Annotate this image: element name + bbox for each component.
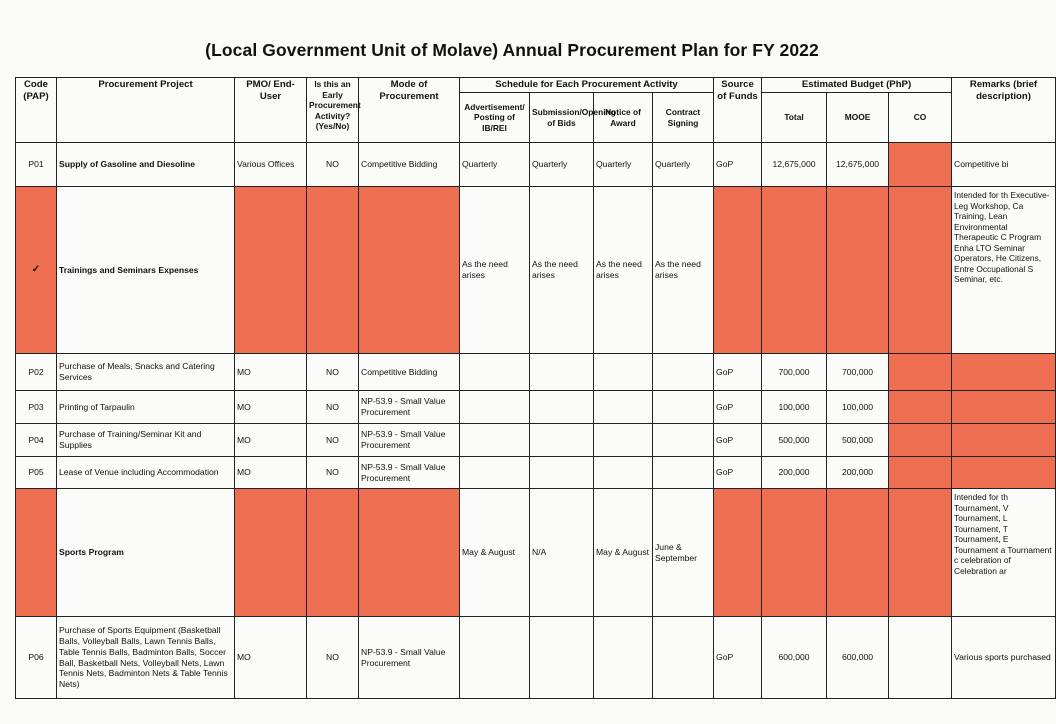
- cell-mode: [359, 187, 460, 354]
- cell-contract: [653, 457, 714, 489]
- cell-project: Lease of Venue including Accommodation: [57, 457, 235, 489]
- cell-submission: Quarterly: [530, 143, 594, 187]
- cell-total: [762, 187, 827, 354]
- cell-remarks: Various sports purchased: [952, 617, 1056, 699]
- cell-code: P01: [16, 143, 57, 187]
- cell-project: Supply of Gasoline and Diesoline: [57, 143, 235, 187]
- header-advertisement: Advertisement/ Posting of IB/REI: [460, 93, 530, 143]
- cell-co: [889, 617, 952, 699]
- table-row: [16, 424, 1056, 457]
- cell-early: NO: [307, 143, 359, 187]
- cell-mooe: 600,000: [827, 617, 889, 699]
- cell-mooe: [827, 187, 889, 354]
- cell-project: Purchase of Training/Seminar Kit and Supplies: [57, 424, 235, 457]
- cell-pmo: MO: [235, 617, 307, 699]
- cell-advertisement: Quarterly: [460, 143, 530, 187]
- cell-mooe: [827, 489, 889, 617]
- cell-total: 200,000: [762, 457, 827, 489]
- cell-total: 700,000: [762, 354, 827, 391]
- header-mode: Mode of Procurement: [359, 78, 460, 143]
- cell-notice: As the need arises: [594, 187, 653, 354]
- page-title: (Local Government Unit of Molave) Annual Procurement Plan for FY 2022: [205, 40, 819, 60]
- table-row: [16, 391, 1056, 424]
- cell-remarks: [952, 354, 1056, 391]
- cell-total: 100,000: [762, 391, 827, 424]
- cell-co: [889, 187, 952, 354]
- cell-contract: June & September: [653, 489, 714, 617]
- cell-source: GoP: [714, 354, 762, 391]
- cell-early: NO: [307, 424, 359, 457]
- cell-contract: As the need arises: [653, 187, 714, 354]
- table-row: [16, 187, 1056, 354]
- cell-mode: NP-53.9 - Small Value Procurement: [359, 424, 460, 457]
- table-row: [16, 617, 1056, 699]
- check-mark-icon: ✓: [31, 263, 41, 275]
- cell-contract: [653, 354, 714, 391]
- cell-total: 500,000: [762, 424, 827, 457]
- cell-notice: [594, 391, 653, 424]
- cell-early: NO: [307, 354, 359, 391]
- cell-project: Purchase of Sports Equipment (Basketball Balls, Volleyball Balls, Lawn Tennis Balls, Table Tennis Balls, Badminton Balls, Soccer Ball, Basketball Nets, Volleyball Nets, Lawn Tennis Nets, Badminton Nets & Table Tennis Nets): [57, 617, 235, 699]
- cell-advertisement: [460, 424, 530, 457]
- procurement-table: [15, 77, 1056, 699]
- cell-project: Sports Program: [57, 489, 235, 617]
- cell-early: NO: [307, 391, 359, 424]
- cell-co: [889, 489, 952, 617]
- cell-co: [889, 391, 952, 424]
- cell-contract: [653, 391, 714, 424]
- header-submission: Submission/Opening of Bids: [530, 93, 594, 143]
- cell-project: Purchase of Meals, Snacks and Catering Services: [57, 354, 235, 391]
- cell-co: [889, 424, 952, 457]
- header-source: Source of Funds: [714, 78, 762, 143]
- cell-source: [714, 187, 762, 354]
- cell-submission: [530, 457, 594, 489]
- cell-project: Trainings and Seminars Expenses: [57, 187, 235, 354]
- cell-pmo: MO: [235, 391, 307, 424]
- cell-pmo: MO: [235, 457, 307, 489]
- cell-mode: NP-53.9 - Small Value Procurement: [359, 391, 460, 424]
- header-co: CO: [889, 93, 952, 143]
- cell-notice: Quarterly: [594, 143, 653, 187]
- cell-remarks: Intended for th Tournament, V Tournament, L Tournament, T Tournament, E Tournament a Tournament c celebration of Celebration ar: [952, 489, 1056, 617]
- cell-mooe: 100,000: [827, 391, 889, 424]
- procurement-table-container: [15, 77, 1052, 700]
- cell-advertisement: As the need arises: [460, 187, 530, 354]
- cell-submission: As the need arises: [530, 187, 594, 354]
- cell-early: [307, 489, 359, 617]
- cell-early: NO: [307, 457, 359, 489]
- cell-remarks: [952, 457, 1056, 489]
- cell-source: GoP: [714, 391, 762, 424]
- header-project: Procurement Project: [57, 78, 235, 143]
- cell-advertisement: May & August: [460, 489, 530, 617]
- header-notice: Notice of Award: [594, 93, 653, 143]
- cell-advertisement: [460, 391, 530, 424]
- cell-mooe: 700,000: [827, 354, 889, 391]
- cell-notice: [594, 424, 653, 457]
- cell-submission: [530, 391, 594, 424]
- cell-advertisement: [460, 354, 530, 391]
- cell-total: [762, 489, 827, 617]
- cell-code: P04: [16, 424, 57, 457]
- cell-contract: [653, 424, 714, 457]
- cell-pmo: MO: [235, 424, 307, 457]
- table-row: [16, 457, 1056, 489]
- cell-remarks: [952, 424, 1056, 457]
- cell-submission: N/A: [530, 489, 594, 617]
- cell-early: NO: [307, 617, 359, 699]
- cell-total: 12,675,000: [762, 143, 827, 187]
- cell-pmo: MO: [235, 354, 307, 391]
- cell-project: Printing of Tarpaulin: [57, 391, 235, 424]
- cell-co: [889, 354, 952, 391]
- cell-notice: May & August: [594, 489, 653, 617]
- cell-pmo: [235, 489, 307, 617]
- cell-source: GoP: [714, 457, 762, 489]
- cell-co: [889, 457, 952, 489]
- cell-mode: [359, 489, 460, 617]
- cell-mode: NP-53.9 - Small Value Procurement: [359, 457, 460, 489]
- table-row: [16, 143, 1056, 187]
- table-row: [16, 354, 1056, 391]
- header-remarks: Remarks (brief description): [952, 78, 1056, 143]
- cell-source: GoP: [714, 617, 762, 699]
- header-pmo: PMO/ End-User: [235, 78, 307, 143]
- header-mooe: MOOE: [827, 93, 889, 143]
- cell-submission: [530, 617, 594, 699]
- header-code: Code (PAP): [16, 78, 57, 143]
- cell-notice: [594, 354, 653, 391]
- cell-submission: [530, 424, 594, 457]
- cell-contract: Quarterly: [653, 143, 714, 187]
- header-contract: Contract Signing: [653, 93, 714, 143]
- header-budget: Estimated Budget (PhP): [762, 78, 952, 93]
- cell-remarks: [952, 391, 1056, 424]
- cell-submission: [530, 354, 594, 391]
- cell-code: P03: [16, 391, 57, 424]
- cell-code: [16, 489, 57, 617]
- cell-pmo: [235, 187, 307, 354]
- table-row: [16, 489, 1056, 617]
- cell-pmo: Various Offices: [235, 143, 307, 187]
- cell-source: [714, 489, 762, 617]
- cell-notice: [594, 457, 653, 489]
- cell-source: GoP: [714, 424, 762, 457]
- cell-remarks: Competitive bi: [952, 143, 1056, 187]
- cell-contract: [653, 617, 714, 699]
- cell-mooe: 500,000: [827, 424, 889, 457]
- cell-mooe: 200,000: [827, 457, 889, 489]
- cell-code: P05: [16, 457, 57, 489]
- cell-remarks: Intended for th Executive-Leg Workshop, Ca Training, Lean Environmental Therapeutic C Program Enha LTO Seminar Operators, He Citizens, Entre Occupational S Seminar, etc.: [952, 187, 1056, 354]
- cell-code: [16, 187, 57, 354]
- cell-mode: Competitive Bidding: [359, 354, 460, 391]
- header-schedule: Schedule for Each Procurement Activity: [460, 78, 714, 93]
- cell-total: 600,000: [762, 617, 827, 699]
- cell-early: [307, 187, 359, 354]
- cell-code: P02: [16, 354, 57, 391]
- header-early-procurement: Is this an Early Procurement Activity? (Yes/No): [307, 78, 359, 143]
- cell-source: GoP: [714, 143, 762, 187]
- header-total: Total: [762, 93, 827, 143]
- cell-co: [889, 143, 952, 187]
- cell-mode: Competitive Bidding: [359, 143, 460, 187]
- cell-advertisement: [460, 457, 530, 489]
- cell-mode: NP-53.9 - Small Value Procurement: [359, 617, 460, 699]
- cell-advertisement: [460, 617, 530, 699]
- cell-code: P06: [16, 617, 57, 699]
- cell-notice: [594, 617, 653, 699]
- cell-mooe: 12,675,000: [827, 143, 889, 187]
